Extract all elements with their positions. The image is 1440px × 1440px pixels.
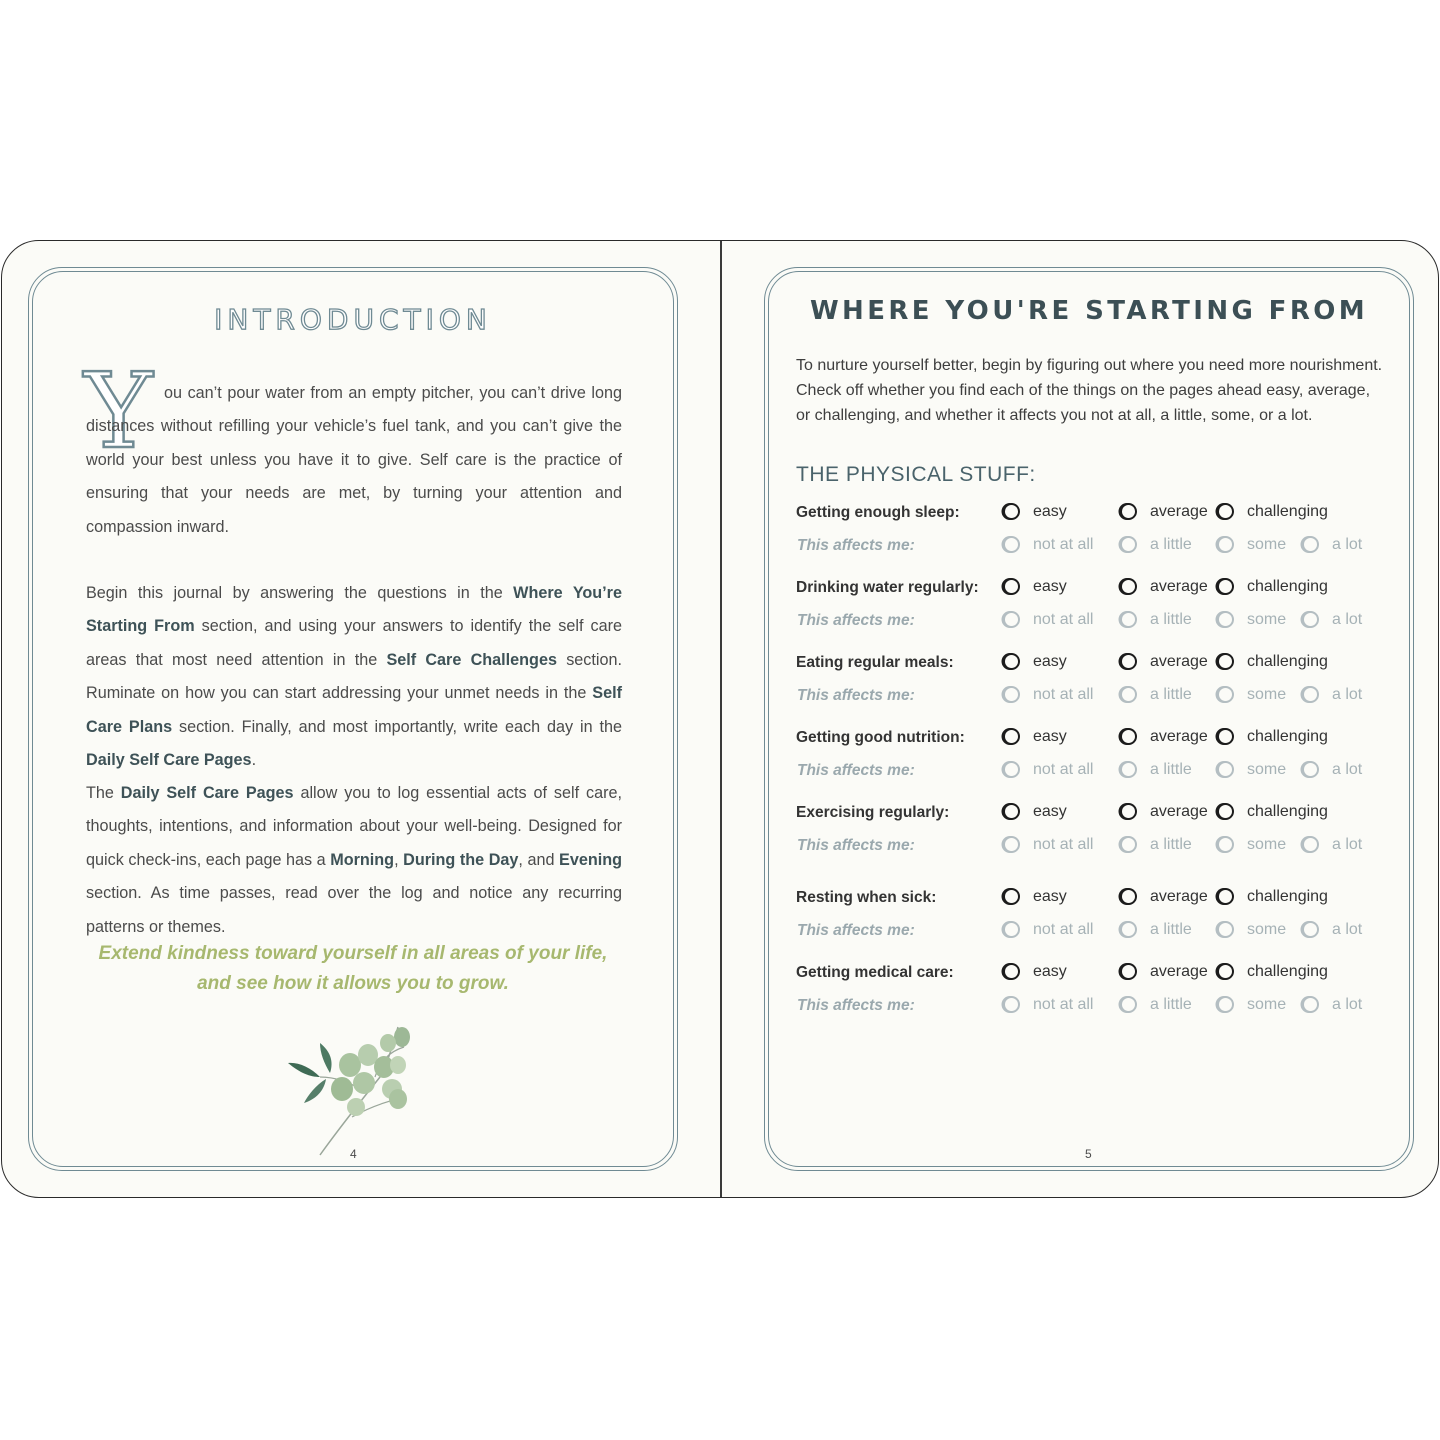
option-label: average: [1150, 653, 1208, 670]
bold-term: During the Day: [403, 850, 519, 869]
option-label: a little: [1150, 686, 1192, 703]
option-label: a little: [1150, 996, 1192, 1013]
option-label: a lot: [1332, 536, 1363, 553]
option-label: some: [1247, 836, 1287, 853]
option-label: easy: [1033, 578, 1067, 595]
radio-circle-icon[interactable]: [1302, 536, 1319, 553]
radio-circle-icon[interactable]: [1120, 803, 1137, 820]
radio-circle-icon[interactable]: [1217, 728, 1234, 745]
option-label: some: [1247, 611, 1287, 628]
option-label: a little: [1150, 761, 1192, 778]
option-label: a little: [1150, 836, 1192, 853]
affects-row: [2, 832, 1439, 866]
option-label: challenging: [1247, 963, 1328, 980]
book-spread: [1, 240, 1439, 1198]
radio-circle-icon[interactable]: [1003, 578, 1020, 595]
option-label: some: [1247, 761, 1287, 778]
text-run: ,: [394, 850, 404, 869]
option-label: a lot: [1332, 996, 1363, 1013]
affects-label: This affects me:: [797, 997, 915, 1014]
text-run: , and: [518, 850, 560, 869]
question-label: Eating regular meals:: [796, 654, 954, 671]
option-label: average: [1150, 578, 1208, 595]
quote-line-1: Extend kindness toward yourself in all areas of your life,: [98, 943, 608, 964]
radio-circle-icon[interactable]: [1120, 503, 1137, 520]
affects-label: This affects me:: [797, 922, 915, 939]
option-label: a lot: [1332, 611, 1363, 628]
option-label: easy: [1033, 728, 1067, 745]
option-label: average: [1150, 503, 1208, 520]
question-label: Getting good nutrition:: [796, 729, 965, 746]
affects-label: This affects me:: [797, 687, 915, 704]
option-label: a lot: [1332, 921, 1363, 938]
option-label: not at all: [1033, 836, 1094, 853]
option-label: a little: [1150, 921, 1192, 938]
radio-circle-icon[interactable]: [1003, 728, 1020, 745]
option-label: a lot: [1332, 686, 1363, 703]
option-label: some: [1247, 686, 1287, 703]
question-label: Resting when sick:: [796, 889, 937, 906]
question-row: [2, 799, 1439, 833]
radio-circle-icon[interactable]: [1120, 996, 1137, 1013]
option-label: easy: [1033, 803, 1067, 820]
option-label: not at all: [1033, 686, 1094, 703]
affects-label: This affects me:: [797, 537, 915, 554]
radio-circle-icon[interactable]: [1003, 686, 1020, 703]
text-run: Begin this journal by answering the questions in the: [86, 584, 514, 602]
section-heading: THE PHYSICAL STUFF:: [796, 463, 1036, 486]
question-row: [2, 959, 1439, 993]
bold-term: Evening: [559, 850, 622, 869]
radio-circle-icon[interactable]: [1120, 578, 1137, 595]
drop-cap: Y: [84, 350, 153, 472]
radio-circle-icon[interactable]: [1003, 761, 1020, 778]
option-label: average: [1150, 728, 1208, 745]
radio-circle-icon[interactable]: [1120, 611, 1137, 628]
radio-circle-icon[interactable]: [1217, 536, 1234, 553]
question-row: [2, 884, 1439, 918]
affects-label: This affects me:: [797, 837, 915, 854]
option-label: not at all: [1033, 611, 1094, 628]
radio-circle-icon[interactable]: [1003, 536, 1020, 553]
option-label: a little: [1150, 536, 1192, 553]
option-label: challenging: [1247, 578, 1328, 595]
radio-circle-icon[interactable]: [1302, 686, 1319, 703]
option-label: challenging: [1247, 653, 1328, 670]
intro-title: INTRODUCTION: [214, 303, 492, 336]
affects-label: This affects me:: [797, 612, 915, 629]
bold-term: Daily Self Care Pages: [86, 751, 252, 770]
radio-circle-icon[interactable]: [1120, 686, 1137, 703]
radio-circle-icon[interactable]: [1120, 728, 1137, 745]
option-label: challenging: [1247, 803, 1328, 820]
option-label: challenging: [1247, 503, 1328, 520]
option-label: a lot: [1332, 836, 1363, 853]
radio-circle-icon[interactable]: [1003, 888, 1020, 905]
option-label: easy: [1033, 503, 1067, 520]
text-run: section. As time passes, read over the log and notice any recurring patterns or themes.: [86, 884, 622, 936]
option-label: average: [1150, 963, 1208, 980]
question-label: Drinking water regularly:: [796, 579, 979, 596]
radio-circle-icon[interactable]: [1003, 653, 1020, 670]
option-label: not at all: [1033, 921, 1094, 938]
affects-row: [2, 992, 1439, 1026]
radio-circle-icon[interactable]: [1120, 921, 1137, 938]
option-label: average: [1150, 803, 1208, 820]
affects-row: [2, 607, 1439, 641]
radio-circle-icon[interactable]: [1217, 653, 1234, 670]
radio-circle-icon[interactable]: [1217, 921, 1234, 938]
option-label: not at all: [1033, 996, 1094, 1013]
option-label: easy: [1033, 963, 1067, 980]
option-label: some: [1247, 996, 1287, 1013]
bold-term: Self Care Plans: [86, 684, 622, 736]
radio-circle-icon[interactable]: [1003, 921, 1020, 938]
radio-circle-icon[interactable]: [1217, 888, 1234, 905]
option-label: challenging: [1247, 888, 1328, 905]
text-run: The: [86, 784, 121, 802]
question-label: Getting enough sleep:: [796, 504, 960, 521]
affects-label: This affects me:: [797, 762, 915, 779]
radio-circle-icon[interactable]: [1120, 761, 1137, 778]
radio-circle-icon[interactable]: [1217, 963, 1234, 980]
bold-term: Where You’re Starting From: [86, 584, 622, 636]
bold-term: Self Care Challenges: [386, 650, 557, 669]
affects-row: [2, 682, 1439, 716]
radio-circle-icon[interactable]: [1217, 996, 1234, 1013]
radio-circle-icon[interactable]: [1217, 503, 1234, 520]
affects-row: [2, 917, 1439, 951]
bold-term: Morning: [330, 850, 395, 869]
radio-circle-icon[interactable]: [1003, 836, 1020, 853]
text-run: section, and using your answers to identify the self care areas that most need attention in the: [86, 617, 622, 669]
radio-circle-icon[interactable]: [1120, 836, 1137, 853]
question-label: Exercising regularly:: [796, 804, 950, 821]
quote-line-2: and see how it allows you to grow.: [197, 973, 509, 994]
eucalyptus-sprig-icon: [280, 1007, 420, 1157]
starting-intro: To nurture yourself better, begin by figuring out where you need more nourishment. Check off whether you find each of the things on the pages ahead easy, average, or challenging, and whether it affects you not at all, a little, some, or a lot.: [796, 357, 1383, 424]
option-label: easy: [1033, 888, 1067, 905]
radio-circle-icon[interactable]: [1217, 803, 1234, 820]
radio-circle-icon[interactable]: [1302, 761, 1319, 778]
book-spine: [720, 241, 722, 1197]
option-label: not at all: [1033, 761, 1094, 778]
text-run: allow you to log essential acts of self care, thoughts, intentions, and information about your well-being. Designed for quick check-ins, each page has a: [86, 784, 622, 869]
radio-circle-icon[interactable]: [1120, 963, 1137, 980]
radio-circle-icon[interactable]: [1302, 836, 1319, 853]
affects-row: [2, 532, 1439, 566]
option-label: not at all: [1033, 536, 1094, 553]
radio-circle-icon[interactable]: [1302, 611, 1319, 628]
starting-title: WHERE YOU'RE STARTING FROM: [809, 296, 1369, 326]
question-row: [2, 724, 1439, 758]
radio-circle-icon[interactable]: [1003, 963, 1020, 980]
radio-circle-icon[interactable]: [1003, 996, 1020, 1013]
option-label: challenging: [1247, 728, 1328, 745]
radio-circle-icon[interactable]: [1120, 888, 1137, 905]
question-row: [2, 574, 1439, 608]
radio-circle-icon[interactable]: [1217, 686, 1234, 703]
affects-row: [2, 757, 1439, 791]
radio-circle-icon[interactable]: [1217, 578, 1234, 595]
option-label: a lot: [1332, 761, 1363, 778]
intro-paragraph-1: ou can’t pour water from an empty pitcher, you can’t drive long distances without refilling your vehicle’s fuel tank, and you can’t give the world your best unless you have it to give. Self care is the practice of ensuring that your needs are met, by turning your attention and compassion inward.: [86, 384, 622, 536]
radio-circle-icon[interactable]: [1003, 803, 1020, 820]
radio-circle-icon[interactable]: [1302, 921, 1319, 938]
radio-circle-icon[interactable]: [1003, 503, 1020, 520]
radio-circle-icon[interactable]: [1217, 761, 1234, 778]
text-run: section. Finally, and most importantly, write each day in the: [172, 717, 622, 736]
radio-circle-icon[interactable]: [1217, 836, 1234, 853]
text-run: .: [251, 751, 257, 770]
question-label: Getting medical care:: [796, 964, 954, 981]
radio-circle-icon[interactable]: [1120, 653, 1137, 670]
text-run: section. Ruminate on how you can start addressing your unmet needs in the: [86, 650, 622, 703]
option-label: average: [1150, 888, 1208, 905]
radio-circle-icon[interactable]: [1302, 996, 1319, 1013]
question-row: [2, 649, 1439, 683]
bold-term: Daily Self Care Pages: [120, 784, 294, 802]
option-label: some: [1247, 536, 1287, 553]
page-number-left: 4: [350, 1147, 357, 1161]
radio-circle-icon[interactable]: [1003, 611, 1020, 628]
radio-circle-icon[interactable]: [1217, 611, 1234, 628]
option-label: a little: [1150, 611, 1192, 628]
page-number-right: 5: [1085, 1147, 1092, 1161]
question-row: [2, 499, 1439, 533]
option-label: some: [1247, 921, 1287, 938]
option-label: easy: [1033, 653, 1067, 670]
radio-circle-icon[interactable]: [1120, 536, 1137, 553]
